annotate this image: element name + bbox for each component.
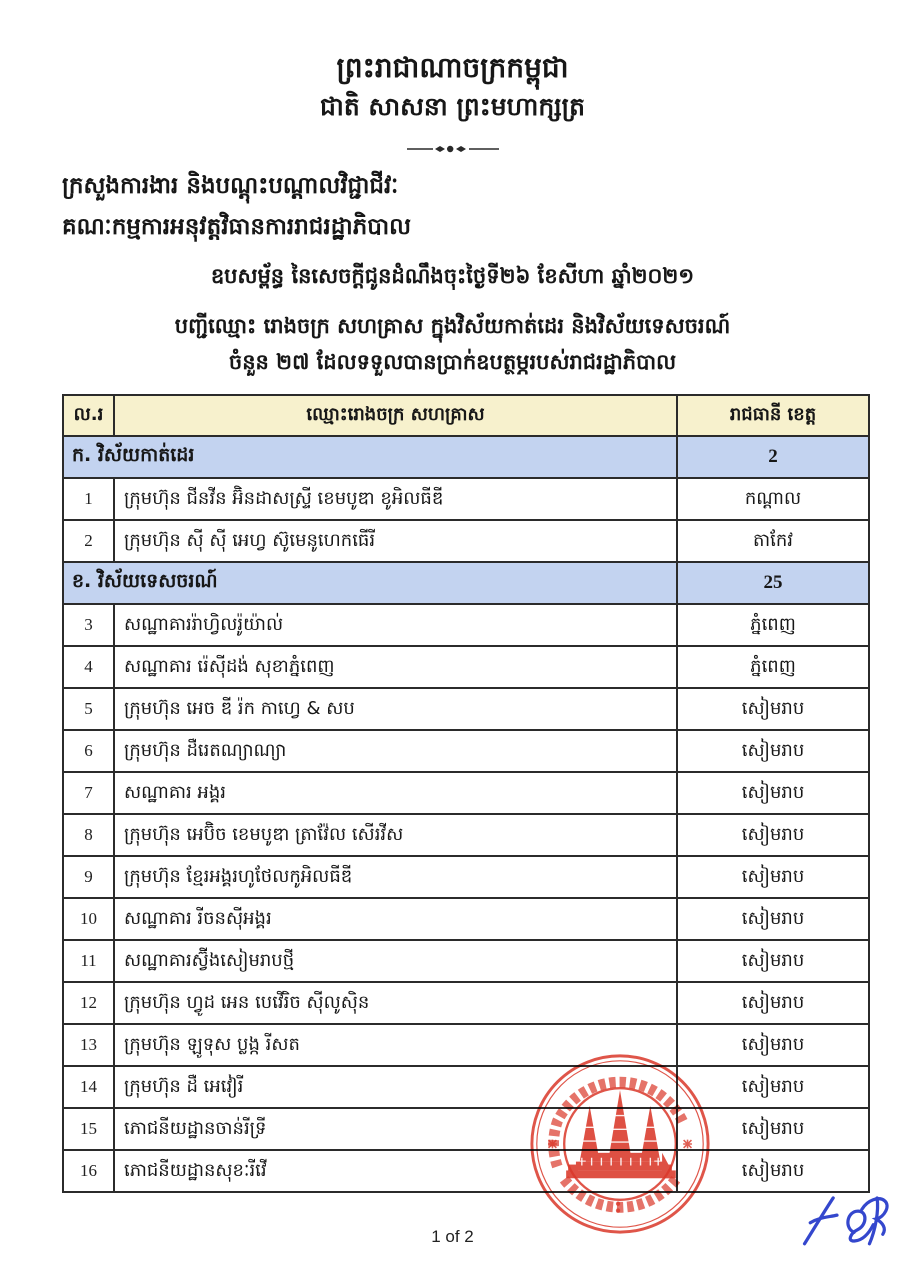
header-enterprise-name: ឈ្មោះរោងចក្រ សហគ្រាស	[114, 395, 677, 436]
row-number: 8	[63, 814, 114, 856]
province: សៀមរាប	[677, 1066, 869, 1108]
province: សៀមរាប	[677, 982, 869, 1024]
page-number: 1 of 2	[431, 1227, 474, 1246]
row-number: 7	[63, 772, 114, 814]
list-title-line1: បញ្ជីឈ្មោះ រោងចក្រ សហគ្រាស ក្នុងវិស័យកាត់ដេរ និងវិស័យទេសចរណ៍	[174, 313, 731, 338]
province: តាកែវ	[677, 520, 869, 562]
row-number: 10	[63, 898, 114, 940]
enterprise-name: ភោជនីយដ្ឋានសុខៈរីវើ	[114, 1150, 677, 1192]
enterprise-name: ក្រុមហ៊ុន ឡូទុស ប្លង្ក រីសត	[114, 1024, 677, 1066]
table-row	[63, 1066, 869, 1108]
ministry-name: ក្រសួងការងារ និងបណ្តុះបណ្តាលវិជ្ជាជីវៈ	[62, 173, 399, 199]
divider-squiggle-icon	[405, 143, 501, 155]
enterprise-name: ក្រុមហ៊ុន ដឺ អេវៀរី	[114, 1066, 677, 1108]
province: សៀមរាប	[677, 814, 869, 856]
enterprise-name: ក្រុមហ៊ុន ជីនវីន អ៊ិនដាសស្ទ្រី ខេមបូឌា ខូអិលធីឌី	[114, 478, 677, 520]
table-row	[63, 604, 869, 646]
section-label: ក. វិស័យកាត់ដេរ	[63, 436, 677, 478]
row-number: 3	[63, 604, 114, 646]
row-number: 5	[63, 688, 114, 730]
table-header-row	[63, 395, 869, 436]
section-count: 25	[677, 562, 869, 604]
enterprise-name: សណ្ឋាគារស្វ៊ីងសៀមរាបថ្មី	[114, 940, 677, 982]
enterprise-name: ក្រុមហ៊ុន អេប៊ិច ខេមបូឌា ត្រាវ៉ែល សើរវីស	[114, 814, 677, 856]
table-row	[63, 730, 869, 772]
province: កណ្តាល	[677, 478, 869, 520]
table-row	[63, 688, 869, 730]
province: សៀមរាប	[677, 856, 869, 898]
kingdom-title: ព្រះរាជាណាចក្រកម្ពុជា	[336, 51, 569, 84]
table-row	[63, 856, 869, 898]
enterprise-name: សណ្ឋាគារ អង្គរ	[114, 772, 677, 814]
table-row	[63, 814, 869, 856]
enterprise-name: ក្រុមហ៊ុន ហ្វូដ អេន បេវើរិច ស៊ីលូស៊ិន	[114, 982, 677, 1024]
ornamental-divider	[0, 138, 905, 157]
enterprise-name: ភោជនីយដ្ឋានចាន់រីទ្រី	[114, 1108, 677, 1150]
province: សៀមរាប	[677, 940, 869, 982]
row-number: 1	[63, 478, 114, 520]
table-row	[63, 1150, 869, 1192]
table-row	[63, 520, 869, 562]
enterprise-name: ក្រុមហ៊ុន ស៊ី ស៊ី អេហ្វ ស៊ូមេនូហេកធើរី	[114, 520, 677, 562]
section-row	[63, 436, 869, 478]
kingdom-header	[0, 48, 905, 125]
table-row	[63, 982, 869, 1024]
enterprise-name: ក្រុមហ៊ុន អេច ឌី រ៉ក កាហ្វេ & សប	[114, 688, 677, 730]
subject-block	[0, 260, 905, 381]
province: សៀមរាប	[677, 1108, 869, 1150]
province: សៀមរាប	[677, 1024, 869, 1066]
table-row	[63, 646, 869, 688]
province: សៀមរាប	[677, 730, 869, 772]
table-row	[63, 898, 869, 940]
header-no: ល.រ	[63, 395, 114, 436]
committee-name: គណៈកម្មការអនុវត្តវិធានការរាជរដ្ឋាភិបាល	[62, 214, 411, 241]
table-row	[63, 1108, 869, 1150]
row-number: 15	[63, 1108, 114, 1150]
header-province: រាជធានី ខេត្ត	[677, 395, 869, 436]
row-number: 2	[63, 520, 114, 562]
row-number: 16	[63, 1150, 114, 1192]
table-row	[63, 940, 869, 982]
section-count: 2	[677, 436, 869, 478]
annex-title: ឧបសម្ព័ន្ធ នៃសេចក្តីជូនដំណឹងចុះថ្ងៃទី២៦ ខែសីហា ឆ្នាំ២០២១	[210, 264, 695, 288]
row-number: 11	[63, 940, 114, 982]
row-number: 12	[63, 982, 114, 1024]
province: សៀមរាប	[677, 772, 869, 814]
row-number: 9	[63, 856, 114, 898]
enterprise-name: សណ្ឋាគាររ៉ាហ្វិលរ៉ូយ៉ាល់	[114, 604, 677, 646]
table-row	[63, 1024, 869, 1066]
province: សៀមរាប	[677, 1150, 869, 1192]
enterprise-name: ក្រុមហ៊ុន ដឺរេតណ្យាណ្យា	[114, 730, 677, 772]
enterprise-name: សណ្ឋាគារ រ៉េស៊ីដង់ សុខាភ្នំពេញ	[114, 646, 677, 688]
row-number: 4	[63, 646, 114, 688]
ministry-block	[62, 166, 712, 249]
row-number: 13	[63, 1024, 114, 1066]
enterprise-name: ក្រុមហ៊ុន ខ្មែរអង្គរហូថែលកូអិលធីឌី	[114, 856, 677, 898]
table-row	[63, 772, 869, 814]
enterprise-name: សណ្ឋាគារ រីចនស៊ីអង្គរ	[114, 898, 677, 940]
row-number: 14	[63, 1066, 114, 1108]
province: ភ្នំពេញ	[677, 646, 869, 688]
table-row	[63, 478, 869, 520]
province: ភ្នំពេញ	[677, 604, 869, 646]
factory-table	[62, 394, 870, 1193]
province: សៀមរាប	[677, 688, 869, 730]
section-label: ខ. វិស័យទេសចរណ៍	[63, 562, 677, 604]
row-number: 6	[63, 730, 114, 772]
kingdom-motto: ជាតិ សាសនា ព្រះមហាក្សត្រ	[320, 91, 585, 121]
province: សៀមរាប	[677, 898, 869, 940]
list-title-line2: ចំនួន ២៧ ដែលទទួលបានប្រាក់ឧបត្ថម្ភរបស់រាជរដ្ឋាភិបាល	[228, 350, 677, 375]
section-row	[63, 562, 869, 604]
